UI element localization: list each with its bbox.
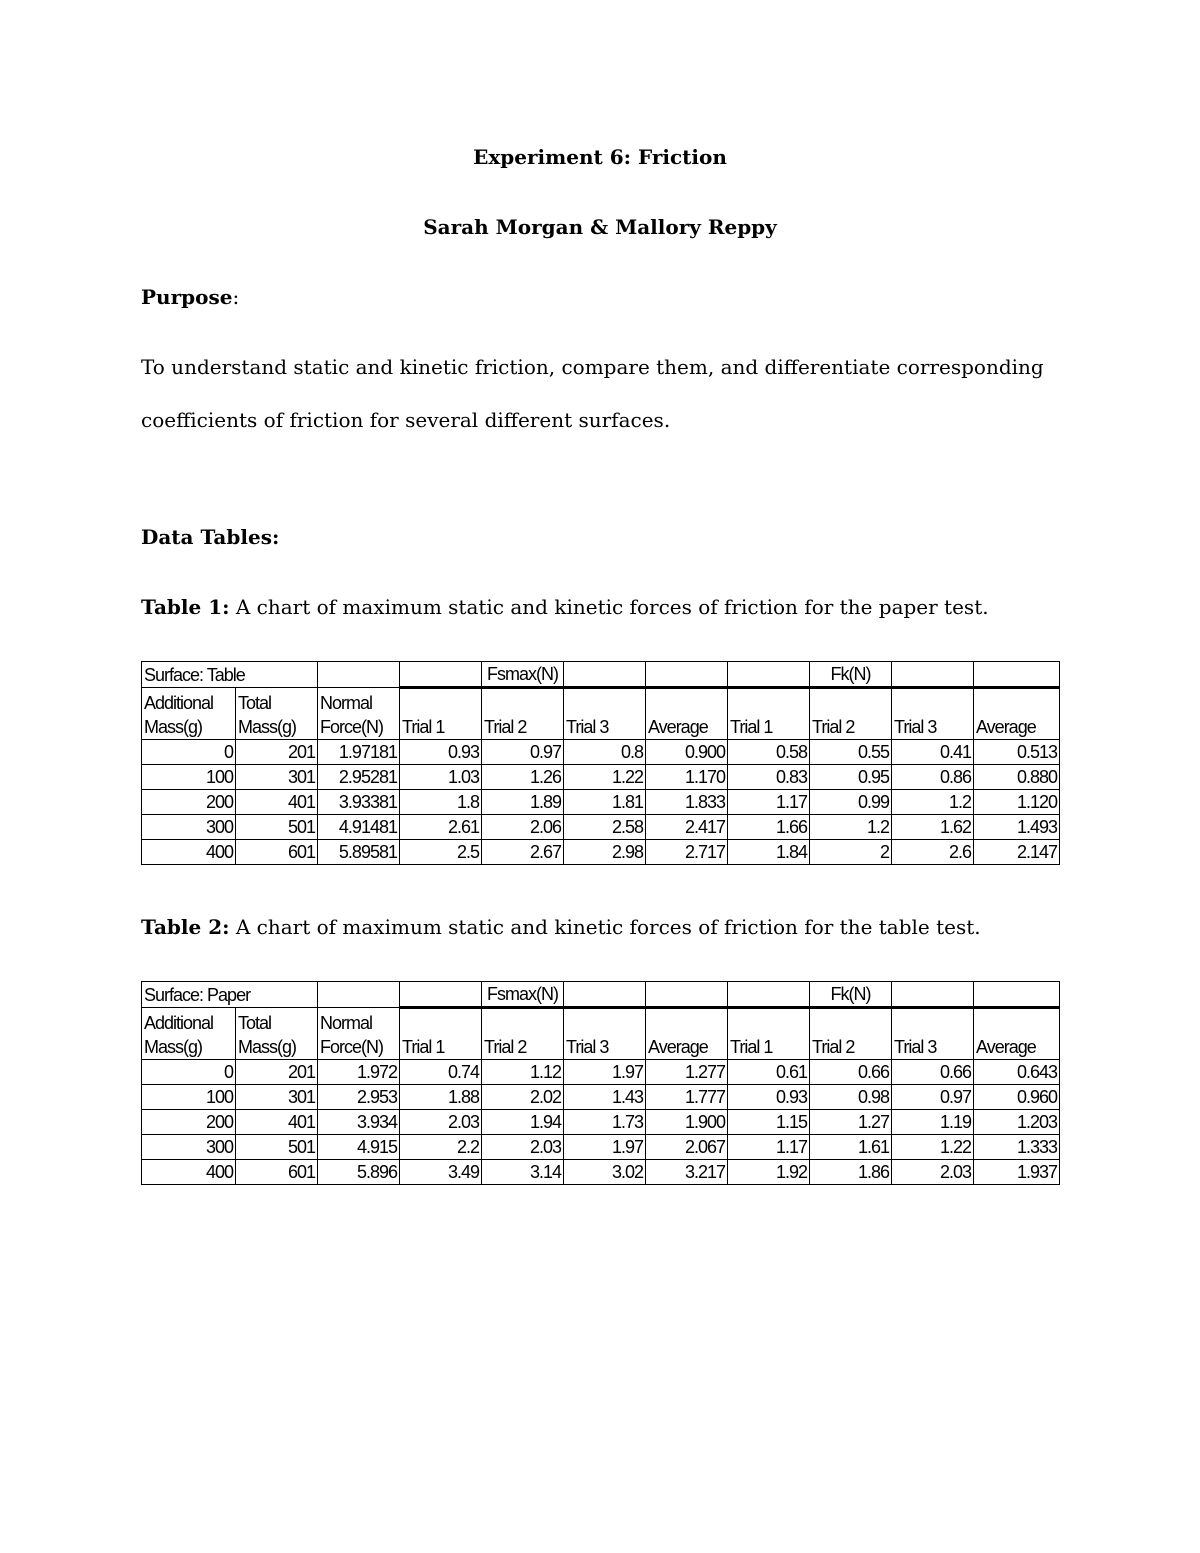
table-cell: 2.61 <box>400 815 482 840</box>
table-cell: 1.27 <box>810 1110 892 1135</box>
empty-header-cell <box>400 662 482 688</box>
column-header: Trial 3 <box>564 1008 646 1060</box>
column-header: Average <box>974 688 1060 740</box>
table2 <box>141 981 1060 1185</box>
table-cell: 1.97 <box>564 1060 646 1085</box>
column-header: Average <box>646 688 728 740</box>
table-cell: 2.98 <box>564 840 646 865</box>
table-cell: 2.58 <box>564 815 646 840</box>
table-cell: 0.55 <box>810 740 892 765</box>
table-cell: 1.03 <box>400 765 482 790</box>
table2-caption-text: A chart of maximum static and kinetic forces of friction for the table test. <box>229 915 981 939</box>
table-cell: 3.934 <box>318 1110 400 1135</box>
empty-header-cell <box>646 662 728 688</box>
surface-label: Surface: Paper <box>142 982 318 1008</box>
table-cell: 2.6 <box>892 840 974 865</box>
column-header: Trial 3 <box>564 688 646 740</box>
table-cell: 1.170 <box>646 765 728 790</box>
table-cell: 2.67 <box>482 840 564 865</box>
empty-header-cell <box>974 982 1060 1008</box>
table-cell: 3.217 <box>646 1160 728 1185</box>
table-cell: 300 <box>142 815 236 840</box>
table-cell: 1.88 <box>400 1085 482 1110</box>
column-header: Normal Force(N) <box>318 688 400 740</box>
table-cell: 3.49 <box>400 1160 482 1185</box>
column-header: Trial 1 <box>400 1008 482 1060</box>
column-header: Total Mass(g) <box>236 688 318 740</box>
table-cell: 201 <box>236 1060 318 1085</box>
surface-label: Surface: Table <box>142 662 318 688</box>
table-cell: 1.22 <box>892 1135 974 1160</box>
table-cell: 0.74 <box>400 1060 482 1085</box>
table-cell: 0.960 <box>974 1085 1060 1110</box>
table-cell: 0.66 <box>892 1060 974 1085</box>
table-cell: 2.03 <box>892 1160 974 1185</box>
table-cell: 1.19 <box>892 1110 974 1135</box>
column-header: Additional Mass(g) <box>142 688 236 740</box>
table1-caption-label: Table 1: <box>141 595 230 619</box>
empty-header-cell <box>564 662 646 688</box>
table-cell: 0.513 <box>974 740 1060 765</box>
table-cell: 1.94 <box>482 1110 564 1135</box>
table-cell: 0.900 <box>646 740 728 765</box>
table-cell: 0.880 <box>974 765 1060 790</box>
table-row <box>142 790 1060 815</box>
table-cell: 2.2 <box>400 1135 482 1160</box>
empty-header-cell <box>564 982 646 1008</box>
empty-header-cell <box>728 662 810 688</box>
table-cell: 1.89 <box>482 790 564 815</box>
empty-header-cell <box>400 982 482 1008</box>
table-cell: 200 <box>142 790 236 815</box>
table-cell: 300 <box>142 1135 236 1160</box>
table-cell: 2.067 <box>646 1135 728 1160</box>
table-cell: 2.417 <box>646 815 728 840</box>
column-header: Trial 1 <box>728 688 810 740</box>
table-cell: 501 <box>236 815 318 840</box>
table-cell: 3.02 <box>564 1160 646 1185</box>
table-column-header-row <box>142 688 1060 740</box>
table-cell: 1.8 <box>400 790 482 815</box>
table-cell: 0.97 <box>892 1085 974 1110</box>
table-cell: 1.203 <box>974 1110 1060 1135</box>
table-cell: 400 <box>142 840 236 865</box>
table-cell: 601 <box>236 840 318 865</box>
table-cell: 0.93 <box>400 740 482 765</box>
table-cell: 5.89581 <box>318 840 400 865</box>
column-header: Trial 2 <box>482 1008 564 1060</box>
column-header: Total Mass(g) <box>236 1008 318 1060</box>
table-cell: 3.93381 <box>318 790 400 815</box>
table-cell: 0.643 <box>974 1060 1060 1085</box>
column-header: Trial 2 <box>810 1008 892 1060</box>
table-cell: 1.81 <box>564 790 646 815</box>
empty-header-cell <box>728 982 810 1008</box>
table-header-row <box>142 662 1060 688</box>
column-header: Trial 3 <box>892 1008 974 1060</box>
table-cell: 4.915 <box>318 1135 400 1160</box>
table-cell: 1.277 <box>646 1060 728 1085</box>
table-cell: 0.41 <box>892 740 974 765</box>
fk-group-header: Fk(N) <box>810 662 892 688</box>
column-header: Trial 1 <box>728 1008 810 1060</box>
table-cell: 201 <box>236 740 318 765</box>
table-cell: 200 <box>142 1110 236 1135</box>
table-cell: 0 <box>142 1060 236 1085</box>
purpose-heading <box>141 285 239 309</box>
column-header: Trial 2 <box>810 688 892 740</box>
column-header: Trial 1 <box>400 688 482 740</box>
empty-header-cell <box>974 662 1060 688</box>
table-cell: 2.02 <box>482 1085 564 1110</box>
table-cell: 1.97 <box>564 1135 646 1160</box>
table-row <box>142 840 1060 865</box>
purpose-text-line-1: To understand static and kinetic friction, compare them, and differentiate corresponding <box>141 355 1044 379</box>
table-cell: 0.61 <box>728 1060 810 1085</box>
table-cell: 100 <box>142 1085 236 1110</box>
table-cell: 400 <box>142 1160 236 1185</box>
table2-caption-label: Table 2: <box>141 915 230 939</box>
table-cell: 1.22 <box>564 765 646 790</box>
authors: Sarah Morgan & Mallory Reppy <box>423 215 777 239</box>
purpose-colon: : <box>232 285 240 309</box>
table-cell: 3.14 <box>482 1160 564 1185</box>
table-cell: 2.03 <box>400 1110 482 1135</box>
column-header: Average <box>974 1008 1060 1060</box>
table-cell: 0.99 <box>810 790 892 815</box>
table-cell: 1.43 <box>564 1085 646 1110</box>
table-cell: 1.61 <box>810 1135 892 1160</box>
table-cell: 1.2 <box>810 815 892 840</box>
table-cell: 1.900 <box>646 1110 728 1135</box>
table-cell: 2.717 <box>646 840 728 865</box>
table-cell: 501 <box>236 1135 318 1160</box>
column-header: Additional Mass(g) <box>142 1008 236 1060</box>
table-cell: 2.03 <box>482 1135 564 1160</box>
column-header: Trial 2 <box>482 688 564 740</box>
fsmax-group-header: Fsmax(N) <box>482 982 564 1008</box>
fk-group-header: Fk(N) <box>810 982 892 1008</box>
table-cell: 1.333 <box>974 1135 1060 1160</box>
table-cell: 0.93 <box>728 1085 810 1110</box>
table-row <box>142 1110 1060 1135</box>
empty-header-cell <box>892 662 974 688</box>
table-cell: 2 <box>810 840 892 865</box>
data-tables-heading: Data Tables: <box>141 525 280 549</box>
column-header: Trial 3 <box>892 688 974 740</box>
table-cell: 0.86 <box>892 765 974 790</box>
table-cell: 401 <box>236 1110 318 1135</box>
table-cell: 0.83 <box>728 765 810 790</box>
empty-header-cell <box>892 982 974 1008</box>
table-cell: 1.937 <box>974 1160 1060 1185</box>
table-cell: 0.95 <box>810 765 892 790</box>
table-cell: 0.97 <box>482 740 564 765</box>
document-title: Experiment 6: Friction <box>473 145 727 169</box>
table-cell: 1.73 <box>564 1110 646 1135</box>
table-cell: 1.12 <box>482 1060 564 1085</box>
table-cell: 301 <box>236 1085 318 1110</box>
table-row <box>142 1160 1060 1185</box>
fsmax-group-header: Fsmax(N) <box>482 662 564 688</box>
table-cell: 100 <box>142 765 236 790</box>
table1-caption-text: A chart of maximum static and kinetic forces of friction for the paper test. <box>229 595 989 619</box>
table-cell: 0.66 <box>810 1060 892 1085</box>
table-cell: 0 <box>142 740 236 765</box>
table-cell: 601 <box>236 1160 318 1185</box>
table-cell: 2.5 <box>400 840 482 865</box>
empty-header-cell <box>318 662 400 688</box>
table-cell: 1.84 <box>728 840 810 865</box>
table-cell: 0.8 <box>564 740 646 765</box>
table-header-row <box>142 982 1060 1008</box>
empty-header-cell <box>318 982 400 1008</box>
table-cell: 2.953 <box>318 1085 400 1110</box>
table-cell: 1.493 <box>974 815 1060 840</box>
table-column-header-row <box>142 1008 1060 1060</box>
table-cell: 1.833 <box>646 790 728 815</box>
table-cell: 1.86 <box>810 1160 892 1185</box>
table-cell: 1.62 <box>892 815 974 840</box>
table1 <box>141 661 1060 865</box>
table-cell: 0.58 <box>728 740 810 765</box>
table-cell: 401 <box>236 790 318 815</box>
table-cell: 4.91481 <box>318 815 400 840</box>
table-cell: 5.896 <box>318 1160 400 1185</box>
table-cell: 1.17 <box>728 790 810 815</box>
table-cell: 2.06 <box>482 815 564 840</box>
table-cell: 1.97181 <box>318 740 400 765</box>
table-cell: 1.777 <box>646 1085 728 1110</box>
purpose-text-line-2: coefficients of friction for several different surfaces. <box>141 408 671 432</box>
empty-header-cell <box>646 982 728 1008</box>
table-cell: 1.92 <box>728 1160 810 1185</box>
purpose-heading-label: Purpose <box>141 285 233 309</box>
column-header: Normal Force(N) <box>318 1008 400 1060</box>
table-cell: 1.2 <box>892 790 974 815</box>
table-cell: 2.95281 <box>318 765 400 790</box>
table-row <box>142 1060 1060 1085</box>
table-row <box>142 765 1060 790</box>
table-cell: 1.120 <box>974 790 1060 815</box>
table1-caption <box>141 595 989 619</box>
table2-caption <box>141 915 981 939</box>
table-row <box>142 740 1060 765</box>
table-cell: 2.147 <box>974 840 1060 865</box>
table-cell: 1.66 <box>728 815 810 840</box>
table-row <box>142 815 1060 840</box>
table-cell: 0.98 <box>810 1085 892 1110</box>
table-cell: 301 <box>236 765 318 790</box>
table-row <box>142 1085 1060 1110</box>
table-cell: 1.17 <box>728 1135 810 1160</box>
table-cell: 1.972 <box>318 1060 400 1085</box>
table-cell: 1.15 <box>728 1110 810 1135</box>
table-cell: 1.26 <box>482 765 564 790</box>
table-row <box>142 1135 1060 1160</box>
column-header: Average <box>646 1008 728 1060</box>
